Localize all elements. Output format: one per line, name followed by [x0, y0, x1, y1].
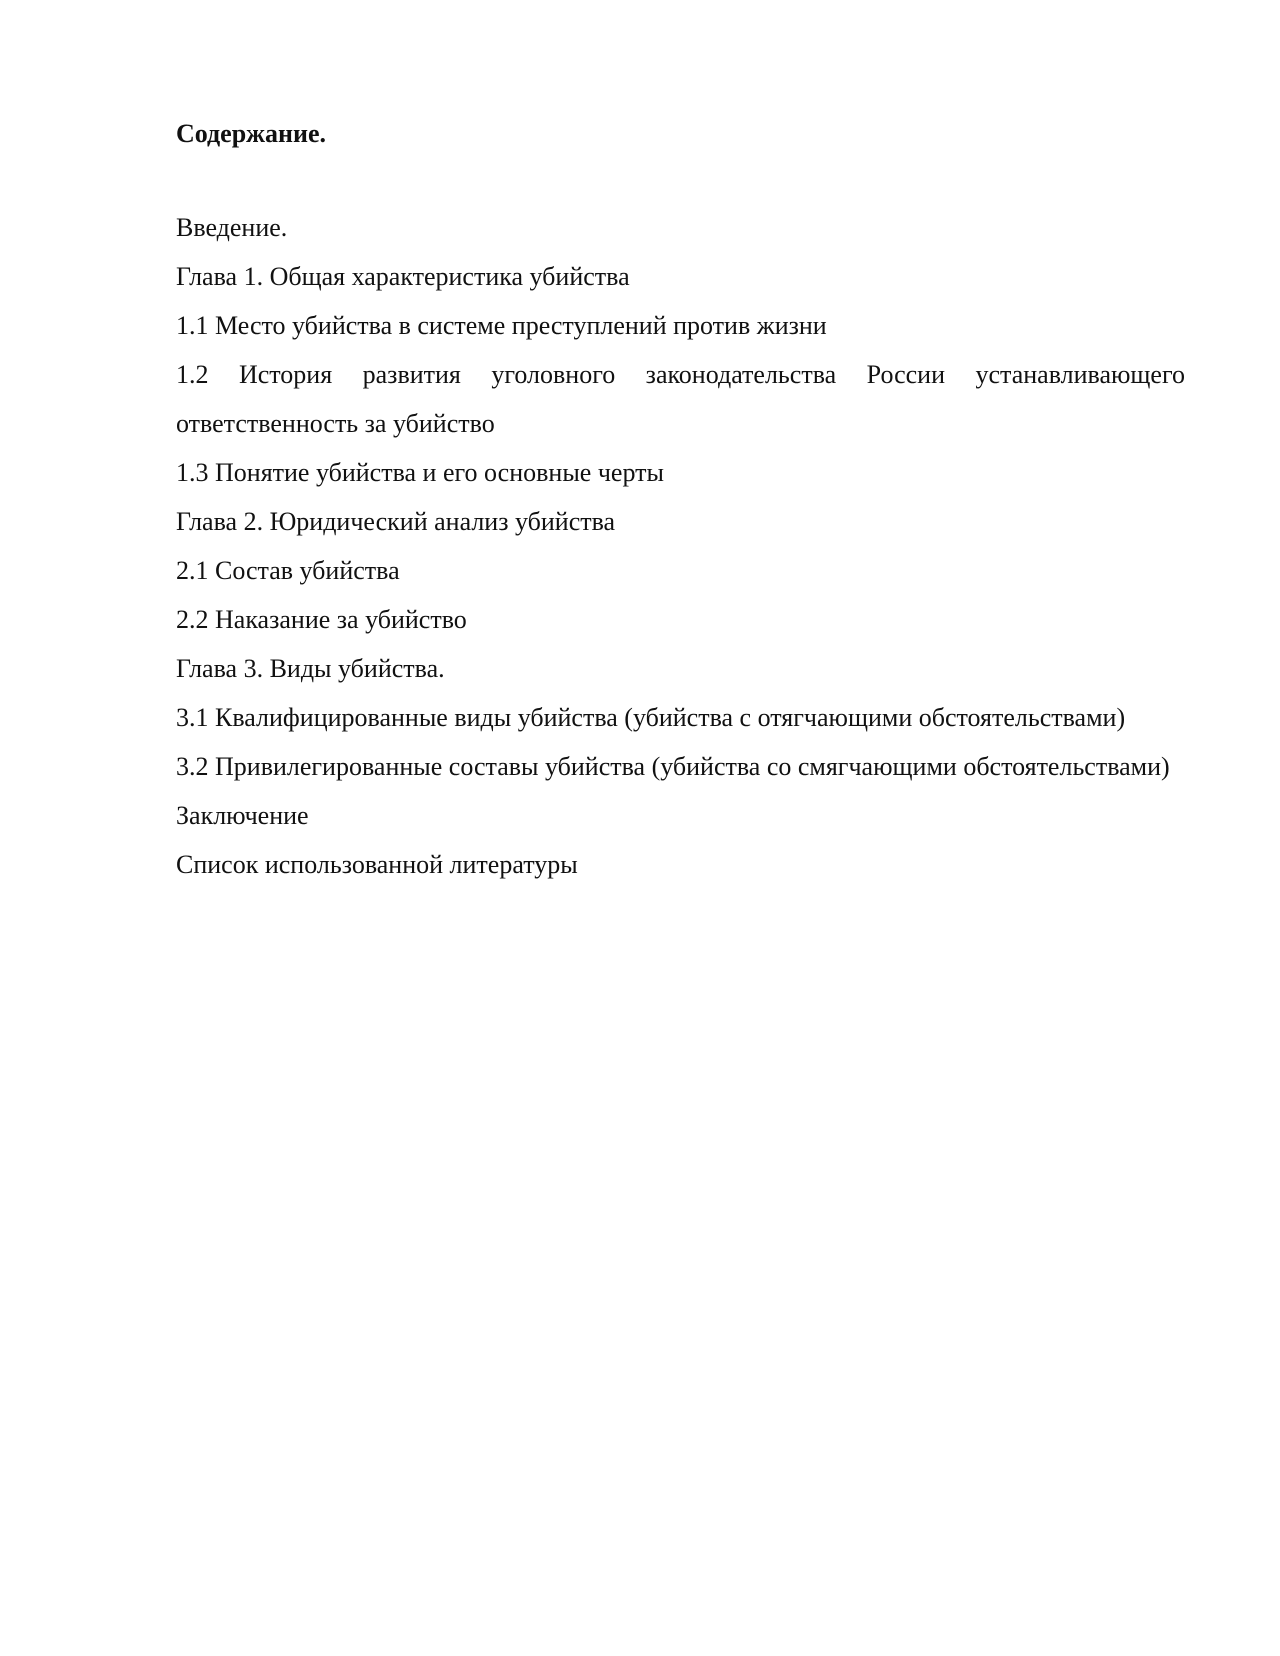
toc-item-1-1: 1.1 Место убийства в системе преступлений против жизни [176, 311, 827, 340]
toc-title: Содержание. [176, 119, 327, 148]
table-of-contents [176, 203, 1185, 889]
toc-item-chapter-3: Глава 3. Виды убийства. [176, 654, 445, 683]
toc-item-1-2: 1.2 История развития уголовного законодательства России устанавливающего ответственность за убийство [176, 360, 1185, 438]
toc-item-chapter-2: Глава 2. Юридический анализ убийства [176, 507, 616, 536]
toc-item-introduction: Введение. [176, 213, 288, 242]
toc-item-3-2: 3.2 Привилегированные составы убийства (убийства со смягчающими обстоятельствами) [176, 752, 1170, 781]
toc-item-2-2: 2.2 Наказание за убийство [176, 605, 467, 634]
toc-item-chapter-1: Глава 1. Общая характеристика убийства [176, 262, 630, 291]
toc-item-1-3: 1.3 Понятие убийства и его основные черты [176, 458, 664, 487]
document-content [176, 118, 1185, 889]
toc-item-3-1: 3.1 Квалифицированные виды убийства (убийства с отягчающими обстоятельствами) [176, 703, 1126, 732]
toc-item-conclusion: Заключение [176, 801, 309, 830]
toc-item-2-1: 2.1 Состав убийства [176, 556, 400, 585]
toc-item-bibliography: Список использованной литературы [176, 850, 578, 879]
